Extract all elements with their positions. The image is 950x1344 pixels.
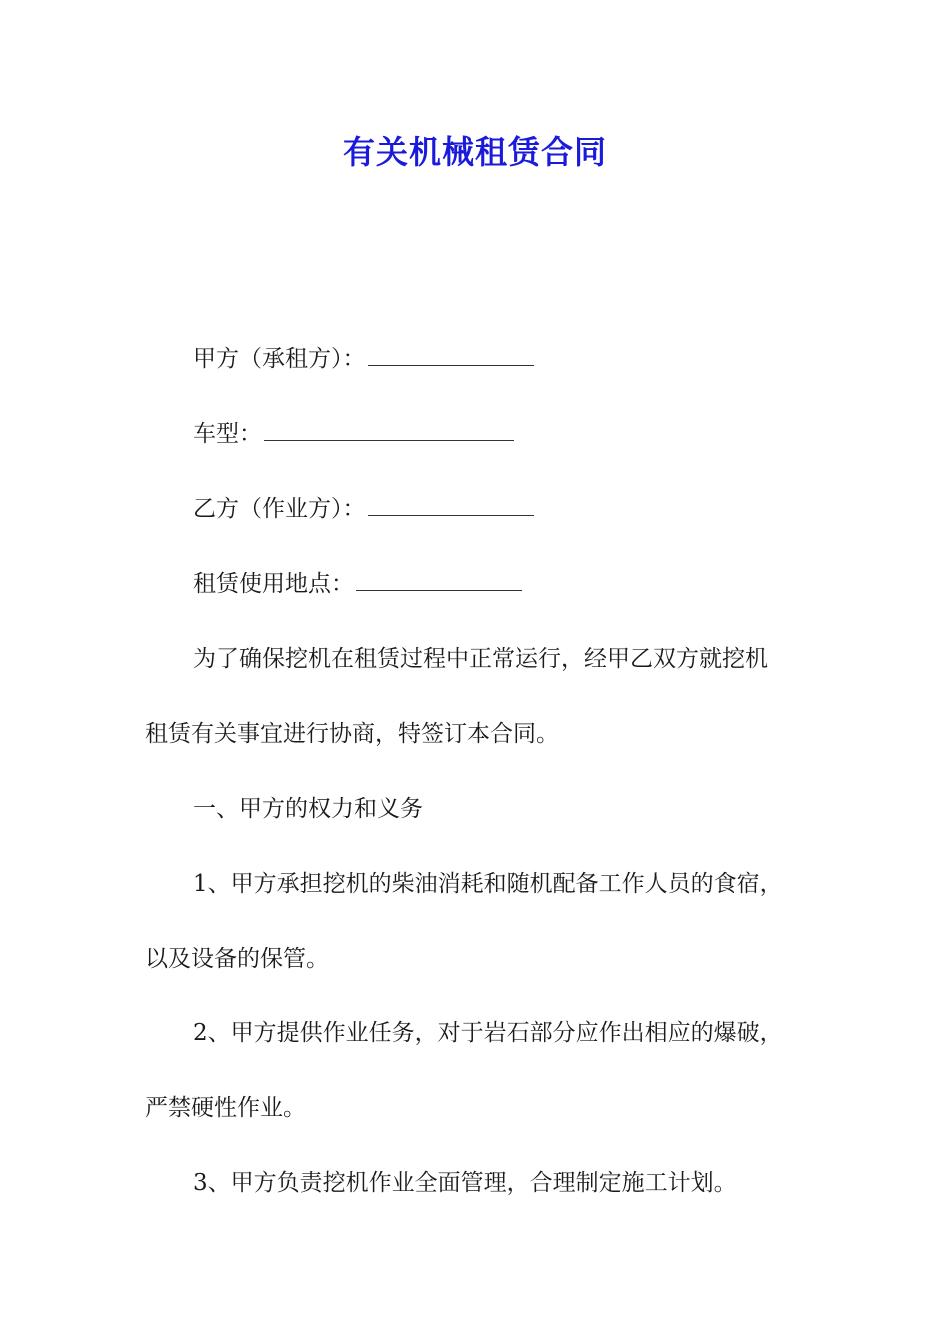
field-vehicle-type-blank[interactable] [264,418,514,441]
paragraph-intro-line-2: 租赁有关事宜进行协商，特签订本合同。 [145,721,559,747]
document-title: 有关机械租赁合同 [342,133,607,171]
field-vehicle-type-label: 车型： [193,421,262,447]
field-operator [193,492,810,526]
field-location [193,567,810,601]
field-vehicle-type [193,417,810,451]
clause-2-line-2: 严禁硬性作业。 [145,1095,306,1121]
field-operator-blank[interactable] [368,493,534,516]
field-lessee-blank[interactable] [368,343,534,366]
clause-2-line-1: 2、甲方提供作业任务，对于岩石部分应作出相应的爆破， [193,1020,783,1046]
field-lessee-label: 甲方（承租方）： [193,346,366,372]
paragraph-intro-line-1: 为了确保挖机在租赁过程中正常运行，经甲乙双方就挖机 [193,646,768,672]
clause-1-line-2: 以及设备的保管。 [145,946,329,972]
clause-3-line-1: 3、甲方负责挖机作业全面管理，合理制定施工计划。 [193,1170,737,1196]
field-location-blank[interactable] [356,568,522,591]
clause-1-line-1: 1、甲方承担挖机的柴油消耗和随机配备工作人员的食宿， [193,871,783,897]
field-lessee [193,342,810,376]
section-heading-lessee-rights: 一、甲方的权力和义务 [193,796,423,822]
field-operator-label: 乙方（作业方）： [193,496,366,522]
field-location-label: 租赁使用地点： [193,571,354,597]
